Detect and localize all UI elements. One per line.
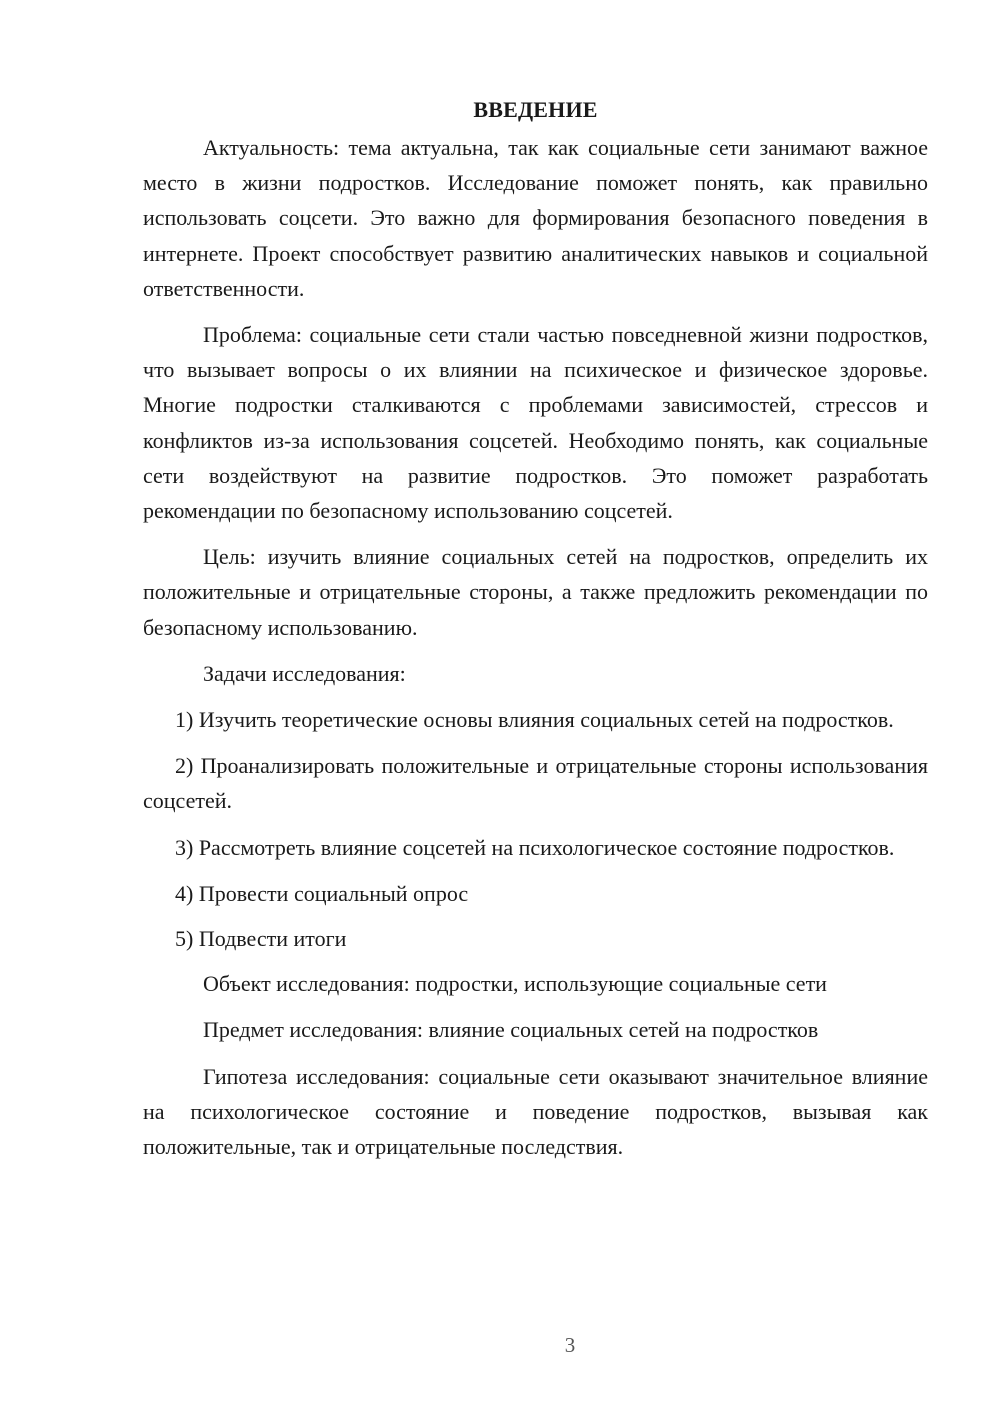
task-item-5: 5) Подвести итоги — [175, 926, 347, 952]
task-item-3: 3) Рассмотреть влияние соцсетей на психологическое состояние подростков. — [175, 834, 895, 860]
tasks-heading: Задачи исследования: — [203, 660, 406, 686]
paragraph-relevance: Актуальность: тема актуальна, так как социальные сети занимают важное место в жизни подростков. Исследование поможет понять, как правильно использовать соцсети. Это важно для формирования безопасного поведения в интернете. Проект способствует развитию аналитических навыков и социальной ответственности. — [143, 135, 928, 301]
paragraph-hypothesis: Гипотеза исследования: социальные сети оказывают значительное влияние на психологическое состояние и поведение подростков, вызывая как положительные, так и отрицательные последствия. — [143, 1063, 928, 1160]
section-title: ВВЕДЕНИЕ — [473, 97, 598, 122]
page-number: 3 — [564, 1333, 576, 1357]
paragraph-subject: Предмет исследования: влияние социальных сетей на подростков — [203, 1017, 819, 1043]
paragraph-problem: Проблема: социальные сети стали частью повседневной жизни подростков, что вызывает вопросы о их влиянии на психическое и физическое здоровье. Многие подростки сталкиваются с проблемами зависимостей, стрессов и конфликтов из-за использования соцсетей. Необходимо понять, как социальные сети воздействуют на развитие подростков. Это поможет разработать рекомендации по безопасному использованию соцсетей. — [143, 322, 928, 524]
task-item-1: 1) Изучить теоретические основы влияния социальных сетей на подростков. — [175, 707, 894, 733]
document-page — [143, 92, 928, 1175]
task-item-4: 4) Провести социальный опрос — [175, 880, 469, 906]
paragraph-object: Объект исследования: подростки, использующие социальные сети — [203, 971, 827, 997]
paragraph-goal: Цель: изучить влияние социальных сетей на подростков, определить их положительные и отрицательные стороны, а также предложить рекомендации по безопасному использованию. — [143, 544, 928, 640]
task-item-2: 2) Проанализировать положительные и отрицательные стороны использования соцсетей. — [143, 753, 928, 814]
